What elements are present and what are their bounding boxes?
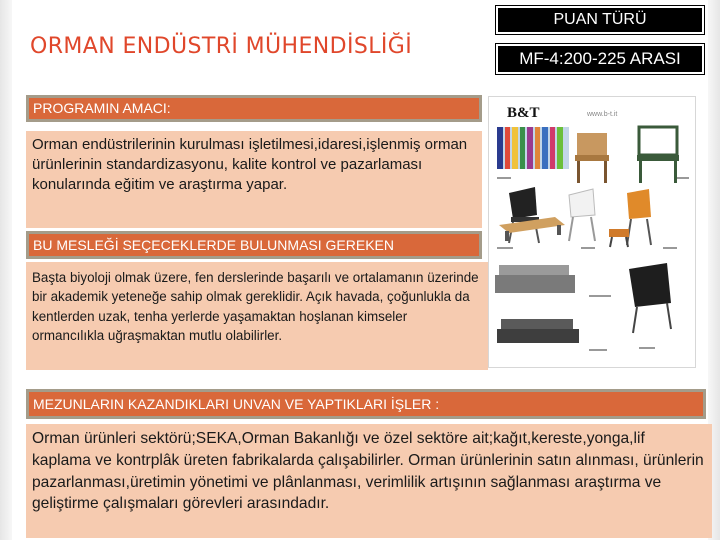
section-heading-amac: PROGRAMIN AMACI: (26, 95, 482, 122)
section-body-ozellikler: Başta biyoloji olmak üzere, fen derslerinde başarılı ve ortalamanın üzerinde bir akademik yeteneğe sahip olmak gereklidir. Açık havada, çoğunlukla da kentlerden uzak, tenha yerlerde yaşamaktan hoşlanan kimseler ormancılıkla uğraşmaktan mutlu olabilirler. (26, 262, 488, 370)
wooden-bench (499, 217, 565, 241)
section-body-amac: Orman endüstrilerinin kurulması işletilmesi,idaresi,işlenmiş orman ürünlerinin standardizasyonu, kalite kontrol ve pazarlaması konularında eğitim ve araştırma yapar. (26, 131, 482, 228)
dark-sofa (497, 319, 579, 343)
grey-sofa (495, 265, 575, 293)
slide-frame-left (0, 0, 12, 540)
striped-backdrop (497, 127, 569, 169)
catalog-logo: B&T (507, 105, 540, 121)
black-lounge-chair (629, 263, 671, 333)
section-heading-mezunlar: MEZUNLARIN KAZANDIKLARI UNVAN VE YAPTIKLARI İŞLER : (26, 389, 706, 419)
section-body-mezunlar: Orman ürünleri sektörü;SEKA,Orman Bakanlığı ve özel sektöre ait;kağıt,kereste,yonga,lif kaplama ve kontrplâk üreten fabrikalarda çalışabilirler. Orman ürünlerinin satın alınması, ürünlerin pazarlanması,üretimin yönetimi ve plânlanması, verimlilik artışının sağlanması araştırma ve geliştirme çalışmaları görevleri arasındadır. (26, 424, 712, 538)
orange-chair (627, 189, 651, 245)
puan-turu-label: PUAN TÜRÜ (496, 6, 704, 34)
white-chair (569, 189, 595, 241)
slide-title: ORMAN ENDÜSTRİ MÜHENDİSLİĞİ (30, 34, 413, 59)
orange-stool (609, 229, 629, 247)
section-heading-ozellikler: BU MESLEĞİ SEÇECEKLERDE BULUNMASI GEREKEN (26, 231, 482, 259)
puan-turu-value: MF-4:200-225 ARASI (496, 44, 704, 74)
wooden-chair (575, 133, 609, 183)
green-chair (637, 127, 679, 183)
furniture-catalog-image (488, 96, 696, 368)
catalog-url: www.b-t.it (587, 111, 618, 118)
furniture-illustration (489, 97, 696, 368)
black-chair (509, 187, 539, 243)
